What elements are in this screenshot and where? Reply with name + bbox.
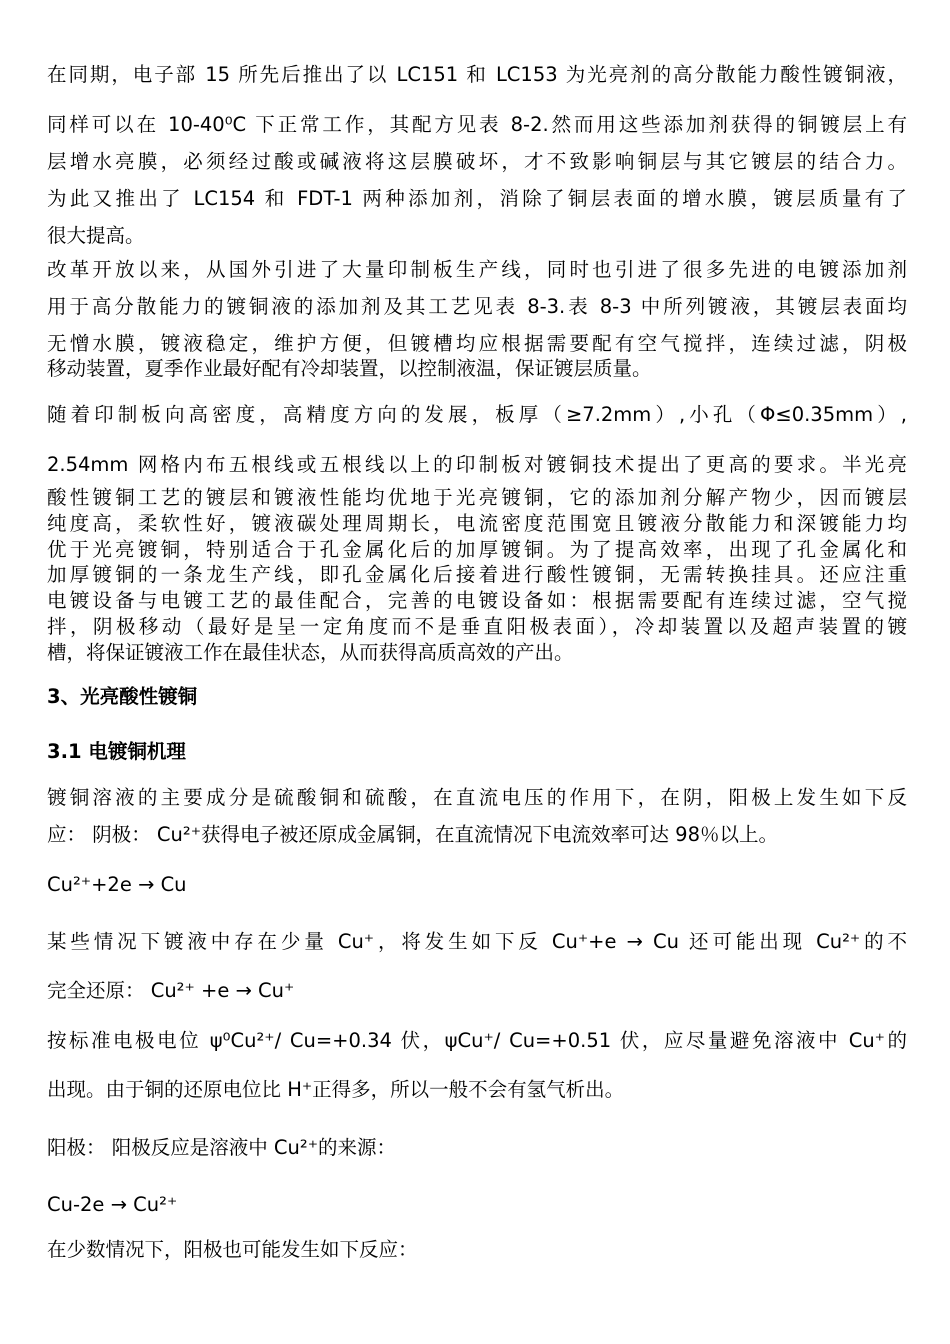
text-line: 改革开放以来，从国外引进了大量印制板生产线，同时也引进了很多先进的电镀添加剂 (47, 258, 907, 281)
text-line: 加厚镀铜的一条龙生产线，即孔金属化后接着进行酸性镀铜，无需转换挂具。还应注重 (47, 563, 907, 586)
equation-line: Cu²⁺+2e → Cu (47, 873, 187, 896)
text-line: 2.54mm 网格内布五根线或五根线以上的印制板对镀铜技术提出了更高的要求。半光亮 (47, 453, 907, 476)
text-line: 为此又推出了 LC154 和 FDT-1 两种添加剂，消除了铜层表面的增水膜，镀层质量有了 (47, 187, 907, 210)
text-line: 阳极： 阳极反应是溶液中 Cu²⁺的来源： (47, 1136, 396, 1159)
equation-line: 完全还原： Cu²⁺ +e → Cu⁺ (47, 979, 295, 1002)
text-line: 同样可以在 10-40⁰C 下正常工作，其配方见表 8-2.然而用这些添加剂获得的铜镀层上有 (47, 113, 907, 136)
text-line: 镀铜溶液的主要成分是硫酸铜和硫酸，在直流电压的作用下，在阴，阳极上发生如下反 (47, 786, 907, 809)
text-line: 酸性镀铜工艺的镀层和镀液性能均优地于光亮镀铜，它的添加剂分解产物少，因而镀层 (47, 486, 907, 509)
text-line: 优于光亮镀铜，特别适合于孔金属化后的加厚镀铜。为了提高效率，出现了孔金属化和 (47, 538, 907, 561)
text-line: 纯度高，柔软性好，镀液碳处理周期长，电流密度范围宽且镀液分散能力和深镀能力均 (47, 512, 907, 535)
text-line: 电镀设备与电镀工艺的最佳配合，完善的电镀设备如：根据需要配有连续过滤，空气搅 (47, 589, 907, 612)
text-line: 拌，阴极移动（最好是呈一定角度而不是垂直阳极表面），冷却装置以及超声装置的镀 (47, 615, 907, 638)
text-line: 无憎水膜，镀液稳定，维护方便，但镀槽均应根据需要配有空气搅拌，连续过滤，阴极 (47, 332, 907, 355)
text-line: 移动装置，夏季作业最好配有冷却装置，以控制液温，保证镀层质量。 (47, 357, 652, 380)
text-line: 槽，将保证镀液工作在最佳状态，从而获得高质高效的产出。 (47, 641, 574, 664)
text-line: 某些情况下镀液中存在少量 Cu⁺，将发生如下反 Cu⁺+e → Cu 还可能出现 Cu²⁺的不 (47, 930, 907, 953)
subsection-heading: 3.1 电镀铜机理 (47, 740, 186, 763)
text-line: 应： 阴极： Cu²⁺获得电子被还原成金属铜，在直流情况下电流效率可达 98％以上。 (47, 823, 778, 846)
equation-line: Cu-2e → Cu²⁺ (47, 1193, 178, 1216)
text-line: 出现。由于铜的还原电位比 H⁺正得多，所以一般不会有氢气析出。 (47, 1078, 625, 1101)
text-line: 层增水亮膜，必须经过酸或碱液将这层膜破坏，才不致影响铜层与其它镀层的结合力。 (47, 150, 907, 173)
text-line: 很大提高。 (47, 224, 145, 247)
section-heading: 3、光亮酸性镀铜 (47, 685, 198, 708)
text-line: 在少数情况下，阳极也可能发生如下反应： (47, 1238, 418, 1261)
text-line: 随着印制板向高密度，高精度方向的发展，板厚（≥7.2mm）,小孔（Φ≤0.35mm）, (47, 403, 907, 426)
text-line: 用于高分散能力的镀铜液的添加剂及其工艺见表 8-3.表 8-3 中所列镀液，其镀层表面均 (47, 295, 907, 318)
text-line: 按标准电极电位 ψ⁰Cu²⁺/ Cu=+0.34 伏，ψCu⁺/ Cu=+0.51 伏，应尽量避免溶液中 Cu⁺的 (47, 1029, 907, 1052)
text-line: 在同期，电子部 15 所先后推出了以 LC151 和 LC153 为光亮剂的高分散能力酸性镀铜液， (47, 63, 907, 86)
